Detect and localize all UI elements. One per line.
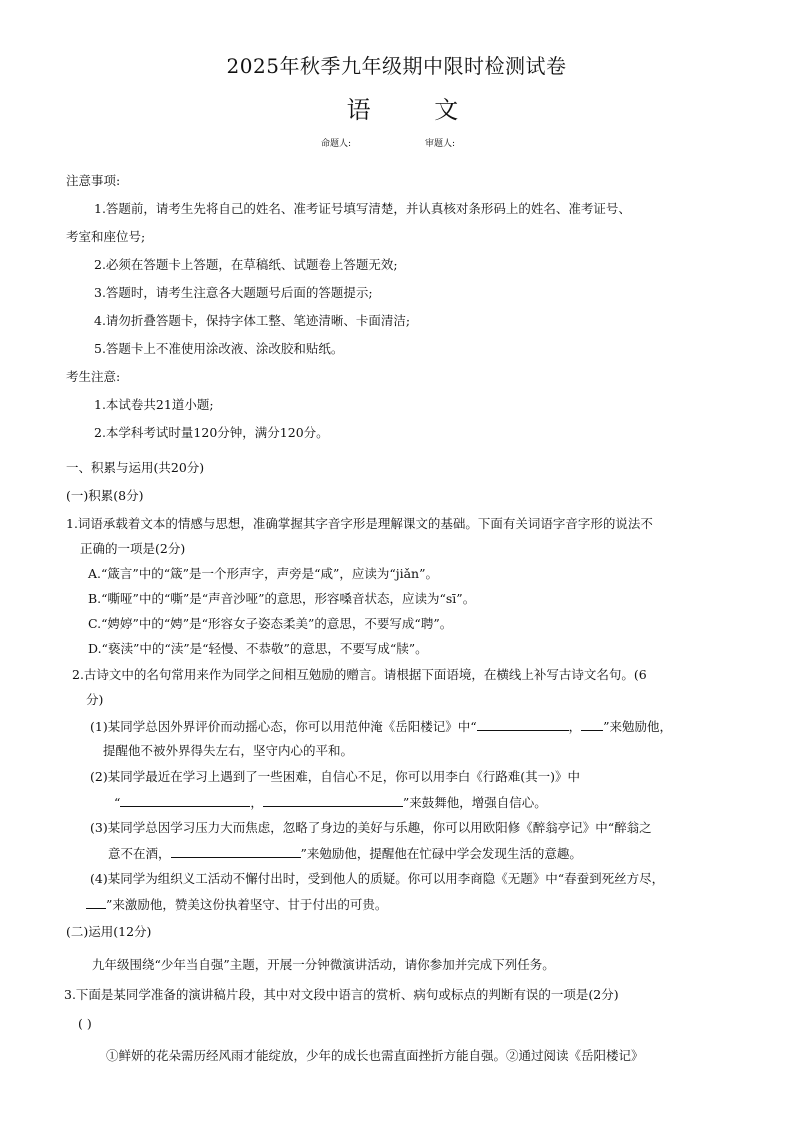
- question-2-stem: 2.古诗文中的名句常用来作为同学之间相互勉励的赠言。请根据下面语境，在横线上补写古诗文名句。(6: [72, 667, 647, 682]
- exam-title: 2025年秋季九年级期中限时检测试卷: [226, 54, 567, 78]
- reviewer-label: 审题人:: [425, 139, 456, 149]
- sub-4-text: ”来激励他，赞美这份执着坚守、甘于付出的可贵。: [106, 897, 388, 912]
- sub-2-quote: “: [114, 795, 121, 810]
- answer-blank[interactable]: [120, 792, 250, 807]
- answer-blank[interactable]: [86, 894, 106, 909]
- answer-blank[interactable]: [477, 716, 569, 731]
- question-2-sub-1-line2: 提醒他不被外界得失左右，坚守内心的平和。: [103, 743, 354, 758]
- candidate-notice-heading: 考生注意:: [66, 369, 121, 384]
- notice-item: 考室和座位号;: [66, 229, 146, 244]
- question-3-stem: 3.下面是某同学准备的演讲稿片段，其中对文段中语言的赏析、病句或标点的判断有误的一项是(2分): [64, 987, 619, 1002]
- candidate-notice-item: 2.本学科考试时量120分钟，满分120分。: [94, 425, 329, 440]
- question-1-option-a: A.“箴言”中的“箴”是一个形声字，声旁是“咸”，应读为“jiǎn”。: [88, 566, 439, 581]
- sub-1-text: (1)某同学总因外界评价而动摇心态，你可以用范仲淹《岳阳楼记》中“: [90, 719, 477, 734]
- question-3-passage: ①鲜妍的花朵需历经风雨才能绽放，少年的成长也需直面挫折方能自强。②通过阅读《岳阳楼记》: [106, 1048, 644, 1063]
- answer-blank[interactable]: [171, 843, 301, 858]
- answer-blank[interactable]: [263, 792, 403, 807]
- subject-title: 语 文: [346, 96, 487, 124]
- setter-label: 命题人:: [321, 139, 352, 149]
- question-2-sub-2-line2: [114, 792, 547, 811]
- sub-1-text: ”来勉励他，: [603, 719, 673, 734]
- question-2-sub-3: (3)某同学总因学习压力大而焦虑，忽略了身边的美好与乐趣，你可以用欧阳修《醉翁亭记》中“醉翁之: [90, 820, 652, 835]
- question-1-option-d: D.“亵渎”中的“渎”是“轻慢、不恭敬”的意思，不要写成“牍”。: [88, 641, 428, 656]
- sub-2-comma: ，: [250, 795, 263, 810]
- sub-3-text: ”来勉励他，提醒他在忙碌中学会发现生活的意趣。: [300, 846, 582, 861]
- sub-2-text: ”来鼓舞他，增强自信心。: [402, 795, 547, 810]
- answer-parentheses[interactable]: ( ): [78, 1016, 92, 1031]
- section-heading: 一、积累与运用(共20分): [66, 460, 205, 475]
- question-2-sub-2: (2)某同学最近在学习上遇到了一些困难，自信心不足，你可以用李白《行路难(其一)》中: [90, 769, 580, 784]
- question-1-stem: 正确的一项是(2分): [80, 541, 186, 556]
- sub-3-text: 意不在酒，: [108, 846, 171, 861]
- question-2-stem: 分): [86, 692, 104, 707]
- question-2-sub-4-line2: [86, 894, 387, 913]
- part-heading: (一)积累(8分): [66, 488, 144, 503]
- activity-intro: 九年级围绕“少年当自强”主题，开展一分钟微演讲活动，请你参加并完成下列任务。: [92, 957, 555, 972]
- candidate-notice-item: 1.本试卷共21道小题;: [94, 397, 214, 412]
- sub-1-comma: ，: [568, 719, 582, 734]
- question-2-sub-4: (4)某同学为组织义工活动不懈付出时，受到他人的质疑。你可以用李商隐《无题》中“春蚕到死丝方尽，: [90, 871, 665, 886]
- question-1-stem: 1.词语承载着文本的情感与思想，准确掌握其字音字形是理解课文的基础。下面有关词语字音字形的说法不: [66, 516, 653, 531]
- part-heading: (二)运用(12分): [66, 924, 152, 939]
- question-2-sub-1: [90, 716, 672, 735]
- question-1-option-b: B.“嘶哑”中的“嘶”是“声音沙哑”的意思，形容嗓音状态，应读为“sī”。: [88, 591, 476, 606]
- answer-blank[interactable]: [581, 716, 603, 731]
- notice-item: 5.答题卡上不准使用涂改液、涂改胶和贴纸。: [94, 341, 344, 356]
- notice-item: 3.答题时，请考生注意各大题题号后面的答题提示;: [94, 285, 373, 300]
- question-2-sub-3-line2: [108, 843, 582, 862]
- notice-item: 1.答题前，请考生先将自己的姓名、准考证号填写清楚，并认真核对条形码上的姓名、准考证号、: [94, 201, 631, 216]
- notice-item: 2.必须在答题卡上答题，在草稿纸、试题卷上答题无效;: [94, 257, 398, 272]
- notice-heading: 注意事项:: [66, 173, 121, 188]
- question-1-option-c: C.“娉婷”中的“娉”是“形容女子姿态柔美”的意思，不要写成“聘”。: [88, 616, 453, 631]
- notice-item: 4.请勿折叠答题卡，保持字体工整、笔迹清晰、卡面清洁;: [94, 313, 411, 328]
